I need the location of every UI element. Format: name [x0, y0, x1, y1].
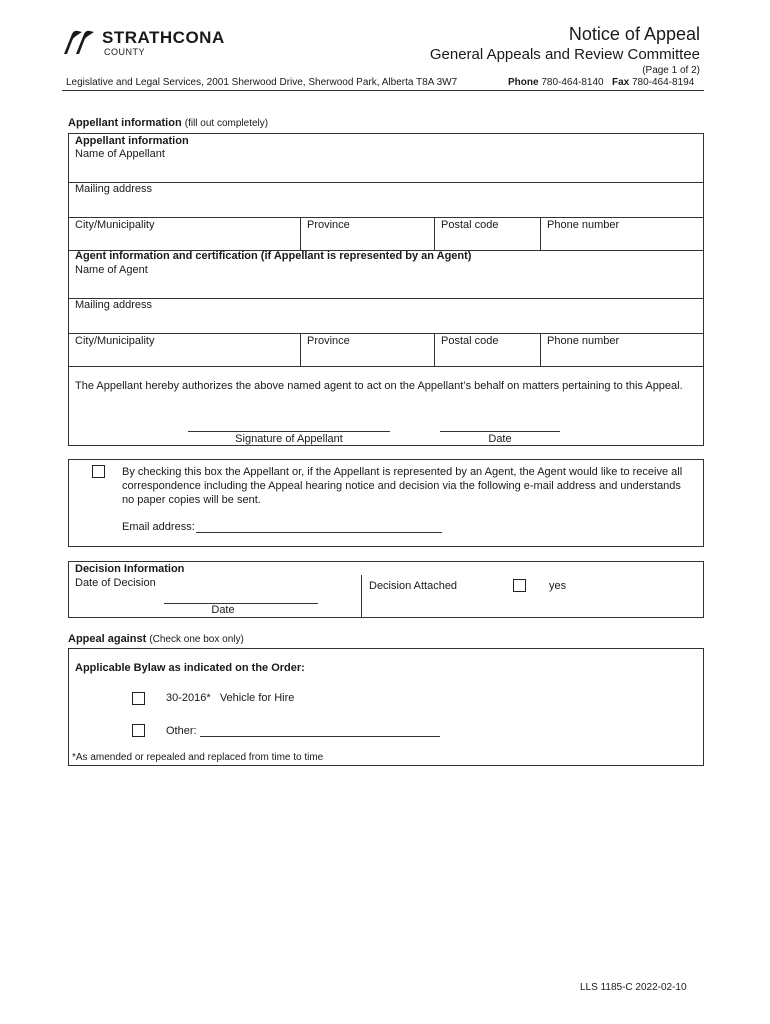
page-title: Notice of Appeal	[568, 24, 700, 44]
agent-box-header: Agent information and certification (if Appellant is represented by an Agent)	[75, 250, 472, 262]
appellant-box-header: Appellant information	[75, 135, 189, 147]
agent-authorization-text: The Appellant hereby authorizes the above named agent to act on the Appellant’s behalf on matters pertaining to this Appeal.	[75, 380, 683, 392]
bylaw-other-field[interactable]	[200, 736, 440, 737]
logo-line2: COUNTY	[104, 47, 145, 57]
signature-date-label: Date	[488, 433, 512, 445]
appellant-section-title: Appellant information (fill out completely)	[68, 117, 269, 129]
decision-attached-label: Decision Attached	[369, 580, 458, 592]
county-logo	[62, 28, 232, 60]
appellant-postal-label[interactable]: Postal code	[441, 219, 499, 231]
decision-date-under-label: Date	[211, 604, 235, 616]
bylaw-other-checkbox[interactable]	[132, 724, 145, 737]
email-consent-text: By checking this box the Appellant or, if the Appellant is represented by an Agent, the Agent would like to receive all correspondence including the Appeal hearing notice and decision via the following e-mail address and understands no paper copies will be sent.	[122, 466, 683, 506]
signature-label: Signature of Appellant	[235, 433, 343, 445]
fax-value: 780-464-8194	[631, 77, 695, 88]
email-address-label: Email address:	[122, 521, 195, 533]
form-code: LLS 1185-C 2022-02-10	[580, 982, 687, 993]
header-divider	[62, 90, 704, 91]
agent-province-label[interactable]: Province	[307, 335, 350, 347]
decision-yes-label: yes	[549, 580, 567, 592]
bylaw-option1-label: 30-2016* Vehicle for Hire	[166, 692, 295, 704]
page-indicator: (Page 1 of 2)	[642, 65, 700, 76]
contact-line	[508, 77, 694, 88]
phone-value: 780-464-8140	[541, 77, 604, 88]
email-consent-checkbox[interactable]	[92, 465, 105, 478]
appeal-section-title: Appeal against (Check one box only)	[68, 633, 244, 645]
bylaw-other-label: Other:	[166, 725, 197, 737]
office-address: Legislative and Legal Services, 2001 Sherwood Drive, Sherwood Park, Alberta T8A 3W7	[66, 77, 458, 88]
decision-date-label: Date of Decision	[75, 577, 156, 589]
appellant-name-label[interactable]: Name of Appellant	[75, 148, 165, 160]
email-address-field[interactable]	[196, 532, 442, 533]
phone-label: Phone	[508, 77, 539, 88]
page-subtitle: General Appeals and Review Committee	[429, 46, 700, 63]
agent-city-label[interactable]: City/Municipality	[75, 335, 155, 347]
bylaw-footnote: *As amended or repealed and replaced from time to time	[72, 752, 324, 763]
fax-label: Fax	[611, 77, 630, 88]
agent-phone-label[interactable]: Phone number	[547, 335, 620, 347]
agent-name-label[interactable]: Name of Agent	[75, 264, 148, 276]
logo-line1: STRATHCONA	[102, 28, 225, 47]
decision-box-header: Decision Information	[75, 563, 185, 575]
appellant-phone-label[interactable]: Phone number	[547, 219, 620, 231]
agent-postal-label[interactable]: Postal code	[441, 335, 499, 347]
appellant-mailing-label[interactable]: Mailing address	[75, 183, 153, 195]
bylaw-option1-checkbox[interactable]	[132, 692, 145, 705]
bylaw-header: Applicable Bylaw as indicated on the Order:	[75, 662, 305, 674]
agent-mailing-label[interactable]: Mailing address	[75, 299, 153, 311]
appellant-province-label[interactable]: Province	[307, 219, 350, 231]
appellant-city-label[interactable]: City/Municipality	[75, 219, 155, 231]
signature-line[interactable]	[188, 431, 390, 432]
decision-attached-checkbox[interactable]	[513, 579, 526, 592]
county-logo-icon	[62, 30, 98, 56]
signature-date-line[interactable]	[440, 431, 560, 432]
